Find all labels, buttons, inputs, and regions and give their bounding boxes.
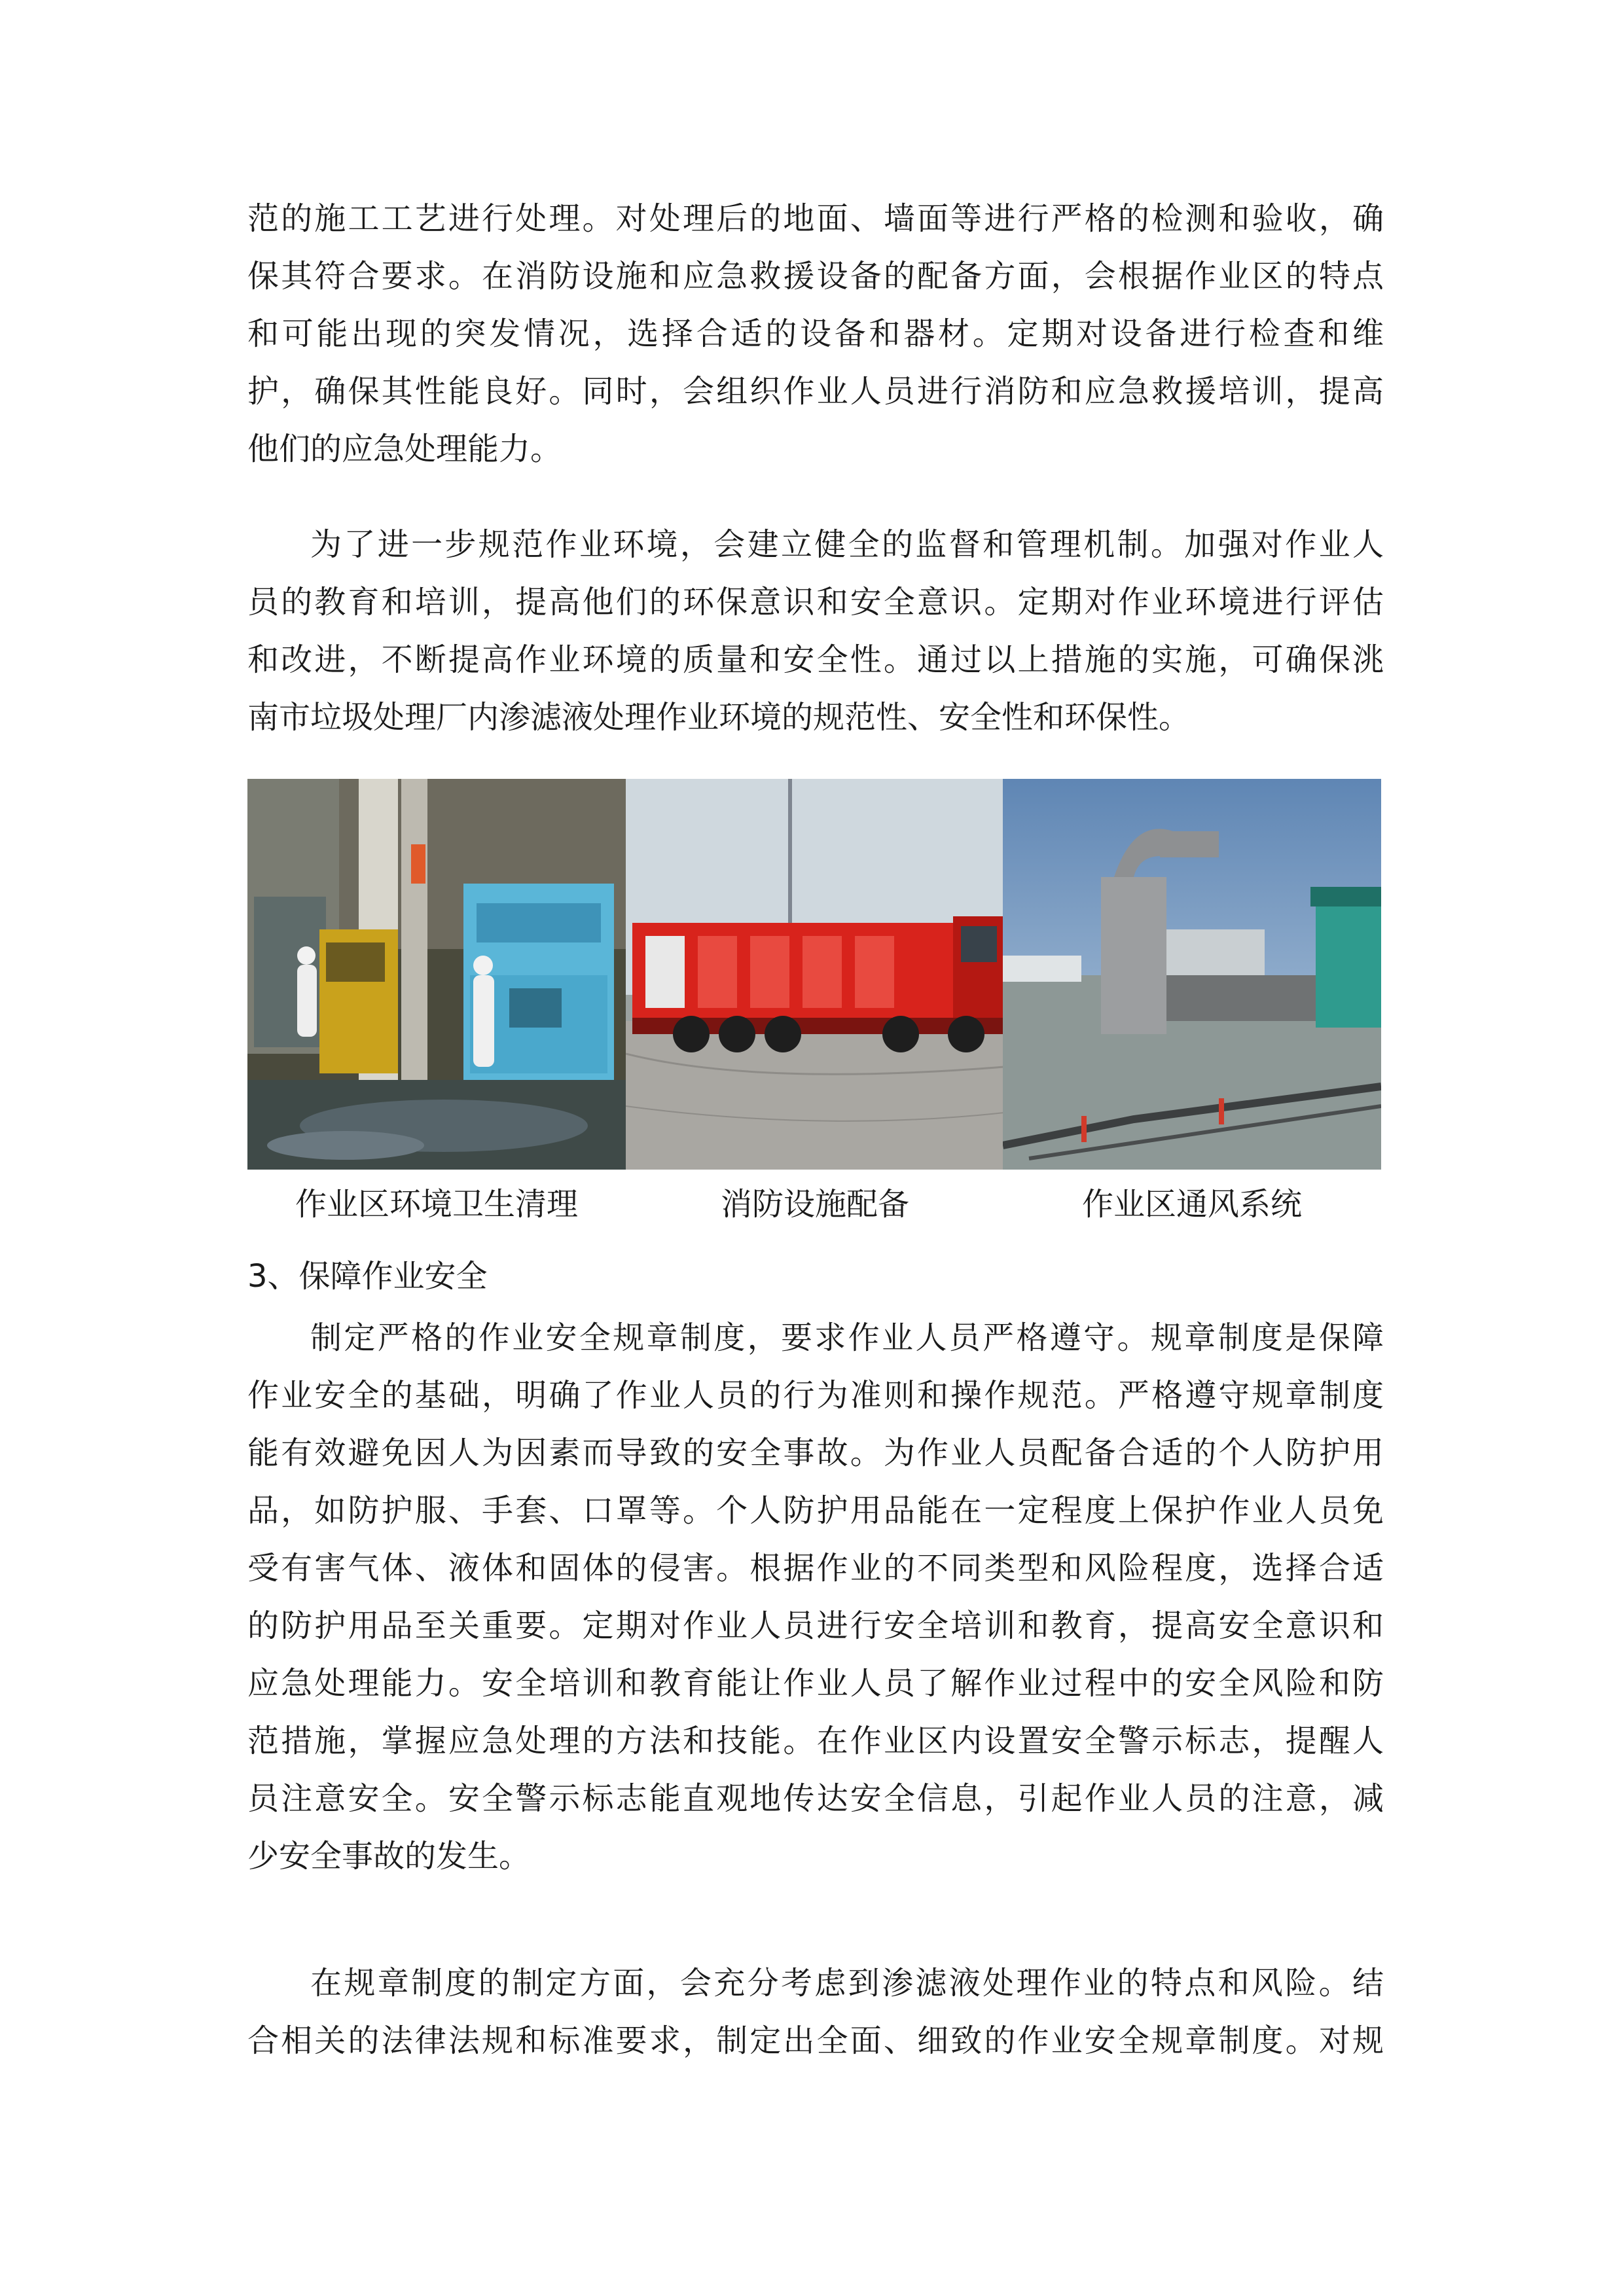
section-title: 3、保障作业安全 — [247, 1258, 488, 1295]
photo-sanitation-cleaning — [247, 779, 626, 1170]
paragraph-1 — [247, 190, 1384, 478]
paragraph-2 — [247, 516, 1384, 746]
paragraph-line: 制定严格的作业安全规章制度，要求作业人员严格遵守。规章制度是保障 — [310, 1319, 1384, 1356]
photo-fire-truck — [626, 779, 1004, 1170]
paragraph-line: 保其符合要求。在消防设施和应急救援设备的配备方面，会根据作业区的特点 — [247, 258, 1384, 295]
paragraph-line: 护，确保其性能良好。同时，会组织作业人员进行消防和应急救援培训，提高 — [247, 373, 1384, 410]
paragraph-line: 在规章制度的制定方面，会充分考虑到渗滤液处理作业的特点和风险。结 — [310, 1965, 1384, 2001]
paragraph-line: 和改进，不断提高作业环境的质量和安全性。通过以上措施的实施，可确保洮 — [247, 641, 1384, 678]
figure-caption: 作业区通风系统 — [1081, 1186, 1302, 1223]
paragraph-4 — [247, 1954, 1384, 2070]
photo-ventilation-system — [1003, 779, 1381, 1170]
paragraph-line: 合相关的法律法规和标准要求，制定出全面、细致的作业安全规章制度。对规 — [247, 2022, 1384, 2059]
paragraph-line: 品，如防护服、手套、口罩等。个人防护用品能在一定程度上保护作业人员免 — [247, 1492, 1384, 1529]
paragraph-line: 南市垃圾处理厂内渗滤液处理作业环境的规范性、安全性和环保性。 — [247, 699, 1191, 736]
paragraph-line: 的防护用品至关重要。定期对作业人员进行安全培训和教育，提高安全意识和 — [247, 1607, 1384, 1644]
paragraph-line: 他们的应急处理能力。 — [247, 431, 562, 467]
paragraph-line: 少安全事故的发生。 — [247, 1838, 531, 1874]
paragraph-line: 能有效避免因人为因素而导致的安全事故。为作业人员配备合适的个人防护用 — [247, 1435, 1384, 1471]
paragraph-line: 作业安全的基础，明确了作业人员的行为准则和操作规范。严格遵守规章制度 — [247, 1377, 1384, 1414]
paragraph-line: 受有害气体、液体和固体的侵害。根据作业的不同类型和风险程度，选择合适 — [247, 1550, 1384, 1587]
paragraph-3 — [247, 1309, 1384, 1885]
paragraph-line: 应急处理能力。安全培训和教育能让作业人员了解作业过程中的安全风险和防 — [247, 1665, 1384, 1702]
paragraph-line: 范的施工工艺进行处理。对处理后的地面、墙面等进行严格的检测和验收，确 — [247, 200, 1384, 237]
paragraph-line: 员注意安全。安全警示标志能直观地传达安全信息，引起作业人员的注意，减 — [247, 1780, 1384, 1817]
section-heading — [247, 1247, 1384, 1305]
paragraph-line: 员的教育和培训，提高他们的环保意识和安全意识。定期对作业环境进行评估 — [247, 584, 1384, 620]
figure-caption: 作业区环境卫生清理 — [295, 1186, 578, 1223]
paragraph-line: 和可能出现的突发情况，选择合适的设备和器材。定期对设备进行检查和维 — [247, 315, 1384, 352]
figure-caption: 消防设施配备 — [720, 1186, 909, 1223]
paragraph-line: 范措施，掌握应急处理的方法和技能。在作业区内设置安全警示标志，提醒人 — [247, 1723, 1384, 1759]
paragraph-line: 为了进一步规范作业环境，会建立健全的监督和管理机制。加强对作业人 — [310, 526, 1384, 563]
